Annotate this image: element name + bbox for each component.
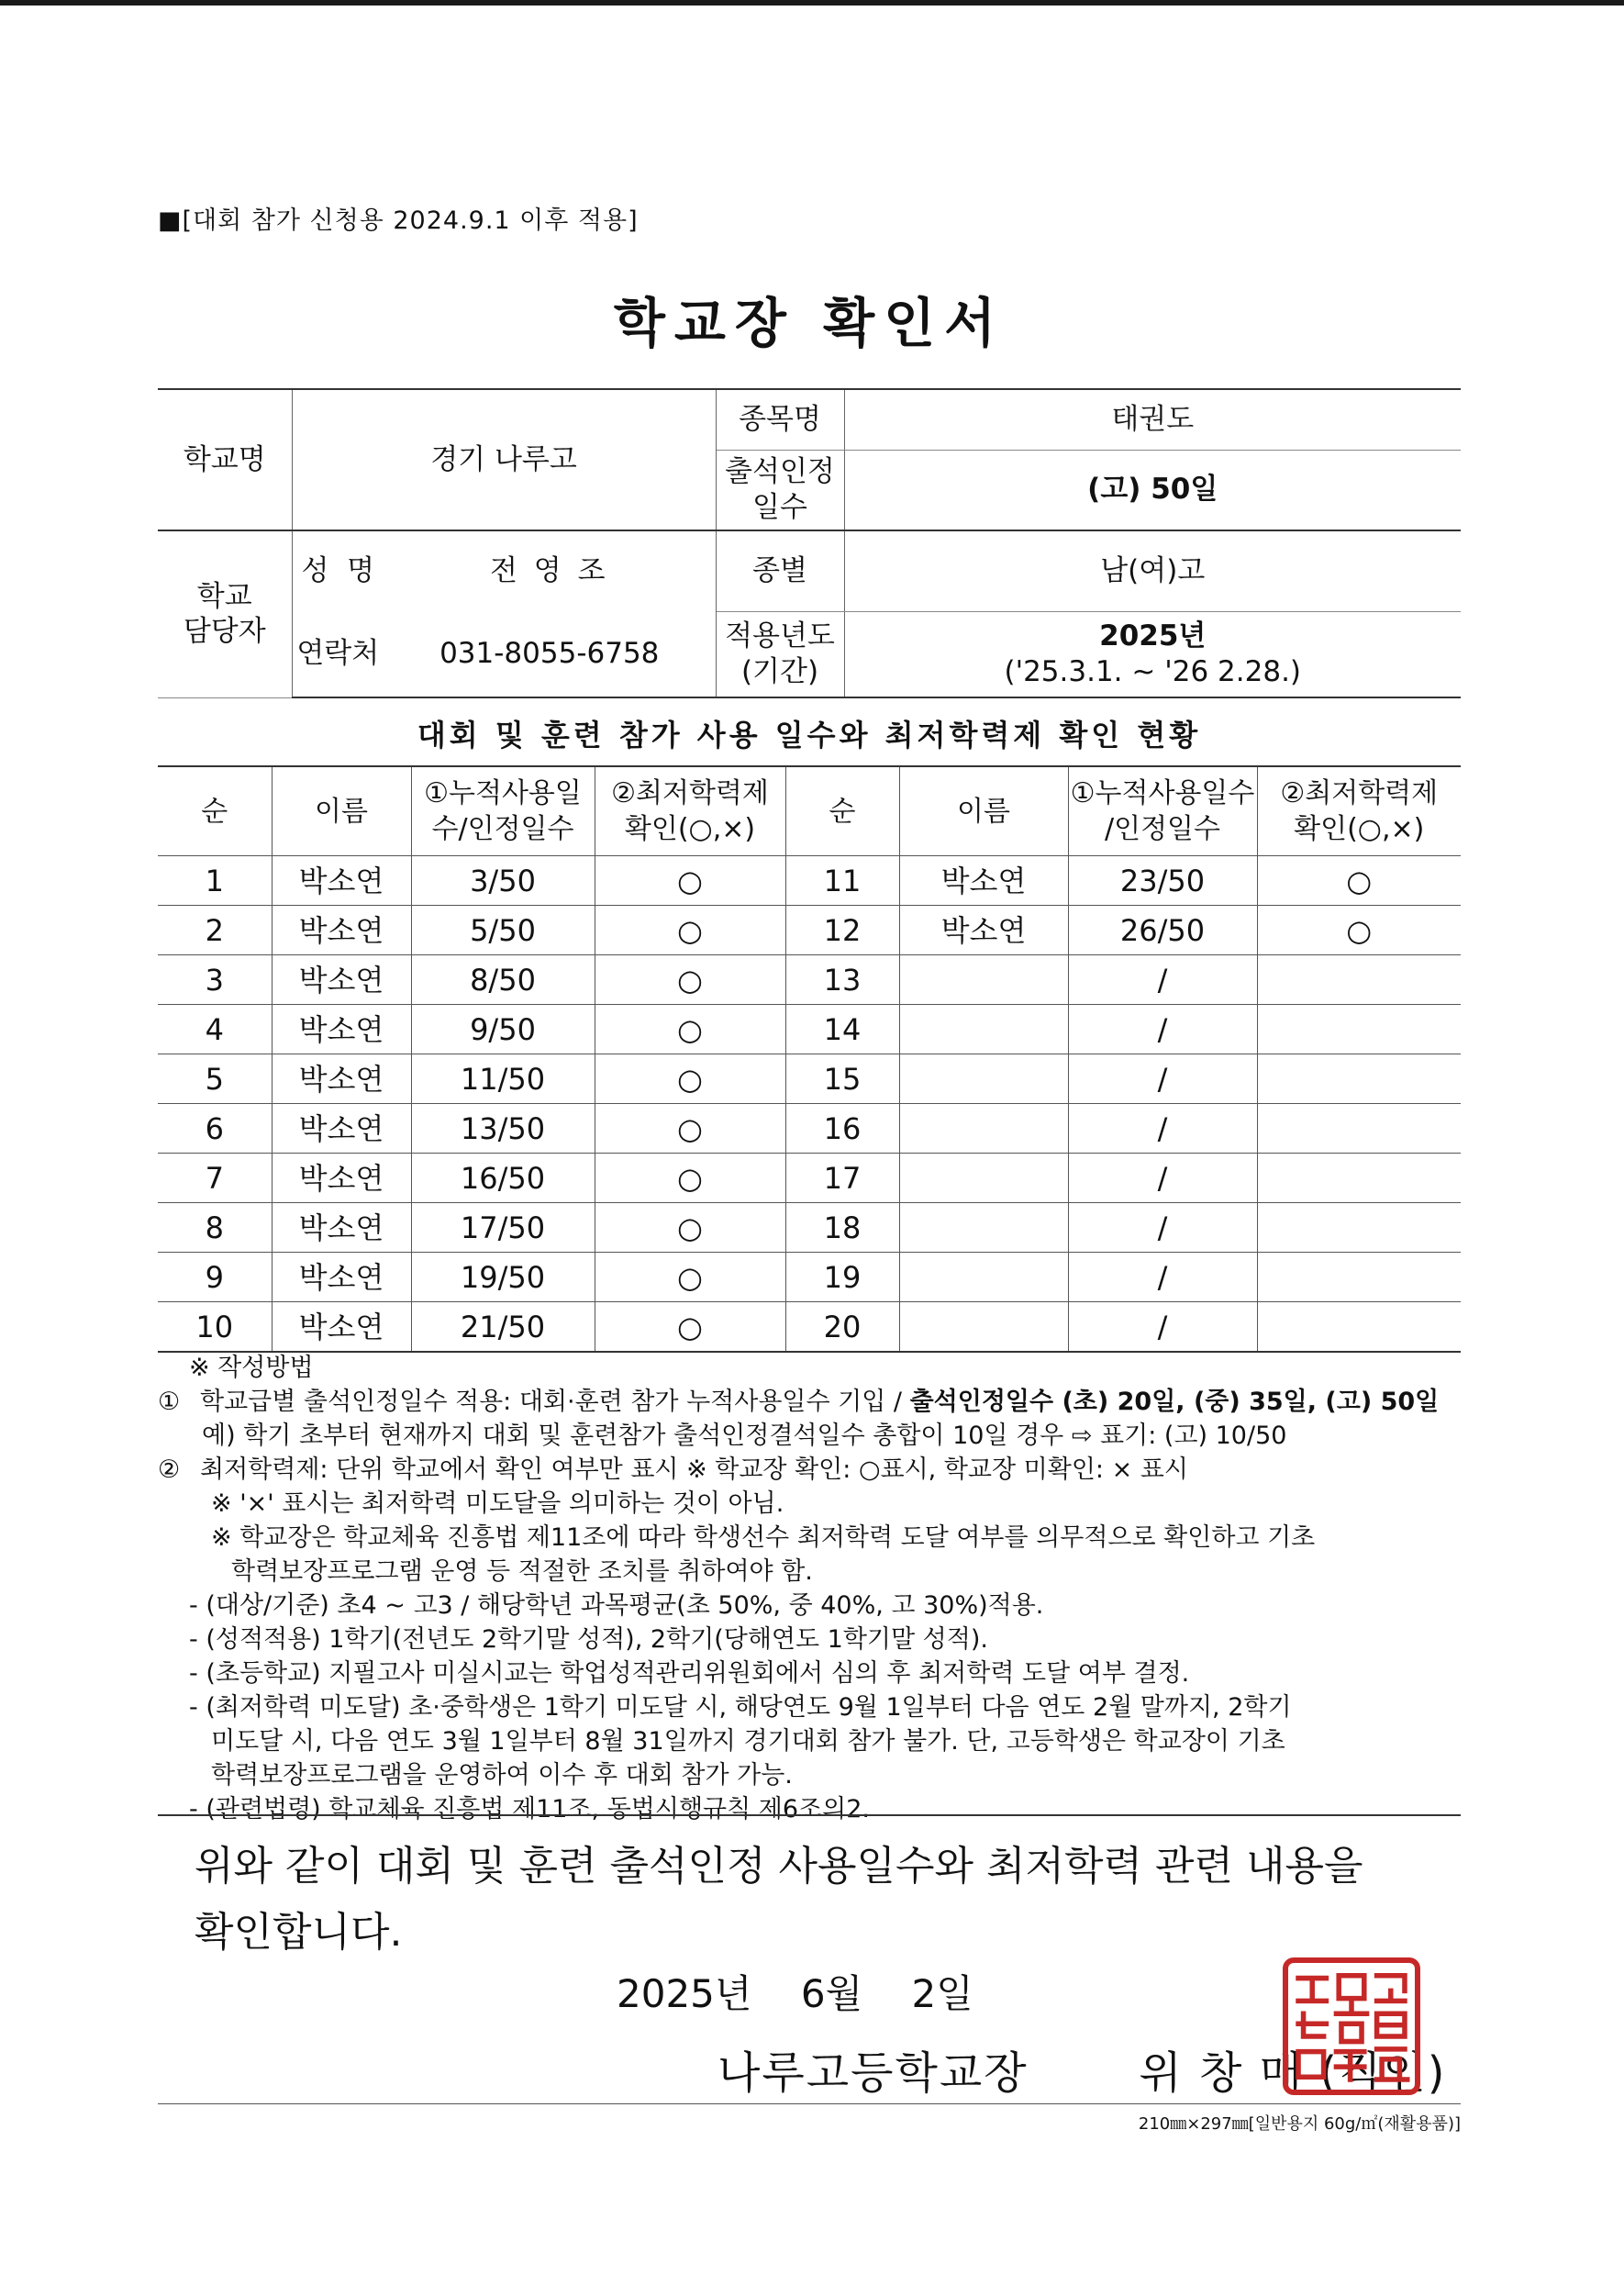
row-left-no: 7 xyxy=(158,1154,272,1203)
year-label xyxy=(716,611,844,697)
row-right-no: 20 xyxy=(785,1302,899,1353)
school-name-label: 학교명 xyxy=(158,389,292,530)
school-name-value: 경기 나루고 xyxy=(292,389,716,530)
section-title: 대회 및 훈련 참가 사용 일수와 최저학력제 확인 현황 xyxy=(417,718,1202,753)
col-header-min-right-line1: ②최저학력제 xyxy=(1280,777,1439,809)
col-header-no: 순 xyxy=(158,766,272,856)
note-1-example: 예) 학기 초부터 현재까지 대회 및 훈련참가 출석인정결석일수 총합이 10일 경우 ⇨ 표기: (고) 10/50 xyxy=(202,1422,1287,1450)
name-label: 성 명 xyxy=(292,530,384,611)
row-right-no: 14 xyxy=(785,1005,899,1054)
row-right-min-check xyxy=(1257,1154,1461,1203)
row-right-name xyxy=(899,1203,1068,1253)
row-left-no: 8 xyxy=(158,1203,272,1253)
note-1-bold: 출석인정일수 (초) 20일, (중) 35일, (고) 50일 xyxy=(909,1388,1440,1416)
col-header-used-right-line2: /인정일수 xyxy=(1104,813,1221,845)
attendance-label xyxy=(716,450,844,530)
row-left-no: 3 xyxy=(158,955,272,1005)
sport-value: 태권도 xyxy=(844,389,1461,450)
row-right-no: 18 xyxy=(785,1203,899,1253)
divider-lower xyxy=(158,2103,1461,2104)
detail-3: - (초등학교) 지필고사 미실시교는 학업성적관리위원회에서 심의 후 최저학력 도달 여부 결정. xyxy=(189,1659,1190,1688)
row-right-no: 17 xyxy=(785,1154,899,1203)
row-left-min-check: ○ xyxy=(595,955,785,1005)
row-right-used: / xyxy=(1068,1054,1257,1104)
row-left-min-check: ○ xyxy=(595,1253,785,1302)
col-header-used-right xyxy=(1068,766,1257,856)
row-right-name: 박소연 xyxy=(899,856,1068,906)
col-header-used-right-line1: ①누적사용일수 xyxy=(1070,777,1255,809)
row-left-used: 9/50 xyxy=(411,1005,595,1054)
row-right-min-check xyxy=(1257,955,1461,1005)
detail-2: - (성적적용) 1학기(전년도 2학기말 성적), 2학기(당해연도 1학기말 성적). xyxy=(189,1625,988,1654)
row-left-name: 박소연 xyxy=(272,1104,411,1154)
row-right-used: / xyxy=(1068,955,1257,1005)
row-left-min-check: ○ xyxy=(595,1104,785,1154)
row-left-name: 박소연 xyxy=(272,906,411,955)
sport-label: 종목명 xyxy=(716,389,844,450)
row-right-name xyxy=(899,1054,1068,1104)
paper-size-note: 210㎜×297㎜[일반용지 60g/㎡(재활용품)] xyxy=(1138,2114,1461,2134)
table-row xyxy=(158,1253,1461,1302)
col-header-used xyxy=(411,766,595,856)
divider-upper xyxy=(158,1814,1461,1816)
note-2 xyxy=(158,1453,1461,1487)
manager-label-line2: 담당자 xyxy=(183,615,266,649)
row-right-no: 19 xyxy=(785,1253,899,1302)
participation-table xyxy=(158,765,1461,1353)
row-right-min-check xyxy=(1257,1203,1461,1253)
row-left-min-check: ○ xyxy=(595,1302,785,1353)
notes-heading: ※ 작성방법 xyxy=(189,1354,314,1382)
row-left-min-check: ○ xyxy=(595,856,785,906)
school-info-table xyxy=(158,388,1461,698)
row-right-name xyxy=(899,1104,1068,1154)
row-left-used: 5/50 xyxy=(411,906,595,955)
top-scan-edge xyxy=(0,0,1624,6)
year-label-line2: (기간) xyxy=(740,654,819,688)
table-row xyxy=(158,1302,1461,1353)
row-right-min-check xyxy=(1257,1302,1461,1353)
row-right-no: 13 xyxy=(785,955,899,1005)
note-1 xyxy=(158,1385,1461,1419)
col-header-min-line1: ②최저학력제 xyxy=(611,777,769,809)
row-left-no: 9 xyxy=(158,1253,272,1302)
col-header-used-line1: ①누적사용일 xyxy=(424,777,582,809)
note-2-text: 최저학력제: 단위 학교에서 확인 여부만 표시 ※ 학교장 확인: ○표시, 학교장 미확인: × 표시 xyxy=(200,1455,1188,1484)
row-right-no: 12 xyxy=(785,906,899,955)
document-title: 학교장 확인서 xyxy=(613,292,1006,354)
table-row xyxy=(158,1054,1461,1104)
contact-value: 031-8055-6758 xyxy=(384,611,716,697)
manager-label-line1: 학교 xyxy=(196,579,252,613)
col-header-min-right xyxy=(1257,766,1461,856)
row-right-name xyxy=(899,1005,1068,1054)
confirmation-line2: 확인합니다. xyxy=(195,1909,403,1956)
row-left-name: 박소연 xyxy=(272,955,411,1005)
attendance-label-line1: 출석인정 xyxy=(725,455,835,488)
seal-glyphs xyxy=(1288,1963,1415,2090)
row-left-no: 6 xyxy=(158,1104,272,1154)
confirmation-text xyxy=(195,1834,1461,1966)
row-right-no: 15 xyxy=(785,1054,899,1104)
table-row xyxy=(158,1203,1461,1253)
row-left-used: 13/50 xyxy=(411,1104,595,1154)
principal-signature: 나루고등학교장 위 창 매 (직인) xyxy=(717,2047,1447,2099)
row-right-name: 박소연 xyxy=(899,906,1068,955)
row-right-name xyxy=(899,955,1068,1005)
year-value: 2025년 xyxy=(1099,619,1207,652)
table-row xyxy=(158,1154,1461,1203)
row-left-no: 1 xyxy=(158,856,272,906)
note-2-sub1: ※ '×' 표시는 최저학력 미도달을 의미하는 것이 아님. xyxy=(211,1489,784,1518)
row-right-used: / xyxy=(1068,1253,1257,1302)
type-value: 남(여)고 xyxy=(844,530,1461,611)
row-left-name: 박소연 xyxy=(272,1253,411,1302)
row-left-min-check: ○ xyxy=(595,1054,785,1104)
row-left-min-check: ○ xyxy=(595,1005,785,1054)
note-2-sub2a: ※ 학교장은 학교체육 진흥법 제11조에 따라 학생선수 최저학력 도달 여부를 의무적으로 확인하고 기초 xyxy=(211,1523,1316,1552)
col-header-no-right: 순 xyxy=(785,766,899,856)
detail-1: - (대상/기준) 초4 ~ 고3 / 해당학년 과목평균(초 50%, 중 40%, 고 30%)적용. xyxy=(189,1591,1044,1620)
year-label-line1: 적용년도 xyxy=(725,619,835,652)
table-row xyxy=(158,906,1461,955)
table-row xyxy=(158,1005,1461,1054)
row-left-no: 2 xyxy=(158,906,272,955)
manager-label xyxy=(158,530,292,697)
attendance-label-line2: 일수 xyxy=(752,490,807,524)
row-right-name xyxy=(899,1253,1068,1302)
row-left-min-check: ○ xyxy=(595,1203,785,1253)
col-header-name: 이름 xyxy=(272,766,411,856)
instructions xyxy=(158,1351,1461,1826)
row-left-no: 5 xyxy=(158,1054,272,1104)
row-right-min-check xyxy=(1257,1104,1461,1154)
table-row xyxy=(158,955,1461,1005)
detail-4b: 미도달 시, 다음 연도 3월 1일부터 8월 31일까지 경기대회 참가 불가. 단, 고등학생은 학교장이 기초 xyxy=(211,1727,1285,1756)
table-header-row xyxy=(158,766,1461,856)
detail-4c: 학력보장프로그램을 운영하여 이수 후 대회 참가 가능. xyxy=(211,1761,793,1790)
row-left-no: 10 xyxy=(158,1302,272,1353)
row-left-used: 19/50 xyxy=(411,1253,595,1302)
row-left-min-check: ○ xyxy=(595,906,785,955)
row-left-min-check: ○ xyxy=(595,1154,785,1203)
row-left-name: 박소연 xyxy=(272,1054,411,1104)
row-left-used: 16/50 xyxy=(411,1154,595,1203)
note-2-sub2b: 학력보장프로그램 운영 등 적절한 조치를 취하여야 함. xyxy=(231,1557,813,1586)
row-left-name: 박소연 xyxy=(272,1302,411,1353)
row-right-no: 16 xyxy=(785,1104,899,1154)
col-header-min xyxy=(595,766,785,856)
row-right-used: / xyxy=(1068,1203,1257,1253)
col-header-name-right: 이름 xyxy=(899,766,1068,856)
row-right-used: / xyxy=(1068,1005,1257,1054)
col-header-min-line2: 확인(○,×) xyxy=(624,813,756,845)
row-right-min-check: ○ xyxy=(1257,906,1461,955)
row-right-min-check xyxy=(1257,1005,1461,1054)
row-left-used: 17/50 xyxy=(411,1203,595,1253)
confirmation-line1: 위와 같이 대회 및 훈련 출석인정 사용일수와 최저학력 관련 내용을 xyxy=(195,1843,1363,1890)
year-value-cell xyxy=(844,611,1461,697)
row-right-min-check xyxy=(1257,1253,1461,1302)
col-header-min-right-line2: 확인(○,×) xyxy=(1294,813,1425,845)
row-left-used: 11/50 xyxy=(411,1054,595,1104)
detail-5: - (관련법령) 학교체육 진흥법 제11조, 동법시행규칙 제6조의2. xyxy=(189,1795,870,1823)
period-value: ('25.3.1. ~ '26 2.28.) xyxy=(1004,654,1302,688)
row-right-used: / xyxy=(1068,1154,1257,1203)
table-body xyxy=(158,856,1461,1353)
note-1-text: 학교급별 출석인정일수 적용: 대회·훈련 참가 누적사용일수 기입 / xyxy=(200,1388,910,1416)
note-2-number: ② xyxy=(158,1455,181,1484)
row-left-name: 박소연 xyxy=(272,856,411,906)
row-left-used: 3/50 xyxy=(411,856,595,906)
row-right-name xyxy=(899,1302,1068,1353)
row-right-used: 23/50 xyxy=(1068,856,1257,906)
official-seal-icon xyxy=(1283,1957,1420,2095)
row-left-used: 21/50 xyxy=(411,1302,595,1353)
row-right-used: 26/50 xyxy=(1068,906,1257,955)
row-left-name: 박소연 xyxy=(272,1154,411,1203)
row-left-name: 박소연 xyxy=(272,1005,411,1054)
detail-4a: - (최저학력 미도달) 초·중학생은 1학기 미도달 시, 해당연도 9월 1일부터 다음 연도 2월 말까지, 2학기 xyxy=(189,1693,1292,1722)
row-right-min-check: ○ xyxy=(1257,856,1461,906)
row-right-name xyxy=(899,1154,1068,1203)
attendance-value: (고) 50일 xyxy=(844,450,1461,530)
contact-label: 연락처 xyxy=(292,611,384,697)
row-left-used: 8/50 xyxy=(411,955,595,1005)
form-label: ■[대회 참가 신청용 2024.9.1 이후 적용] xyxy=(158,206,639,235)
type-label: 종별 xyxy=(716,530,844,611)
col-header-used-line2: 수/인정일수 xyxy=(431,813,574,845)
row-right-used: / xyxy=(1068,1302,1257,1353)
table-row xyxy=(158,1104,1461,1154)
name-value: 전 영 조 xyxy=(384,530,716,611)
row-right-min-check xyxy=(1257,1054,1461,1104)
issue-date: 2025년 6월 2일 xyxy=(617,1971,973,2016)
row-right-used: / xyxy=(1068,1104,1257,1154)
row-left-name: 박소연 xyxy=(272,1203,411,1253)
note-1-number: ① xyxy=(158,1388,181,1416)
row-left-no: 4 xyxy=(158,1005,272,1054)
table-row xyxy=(158,856,1461,906)
row-right-no: 11 xyxy=(785,856,899,906)
